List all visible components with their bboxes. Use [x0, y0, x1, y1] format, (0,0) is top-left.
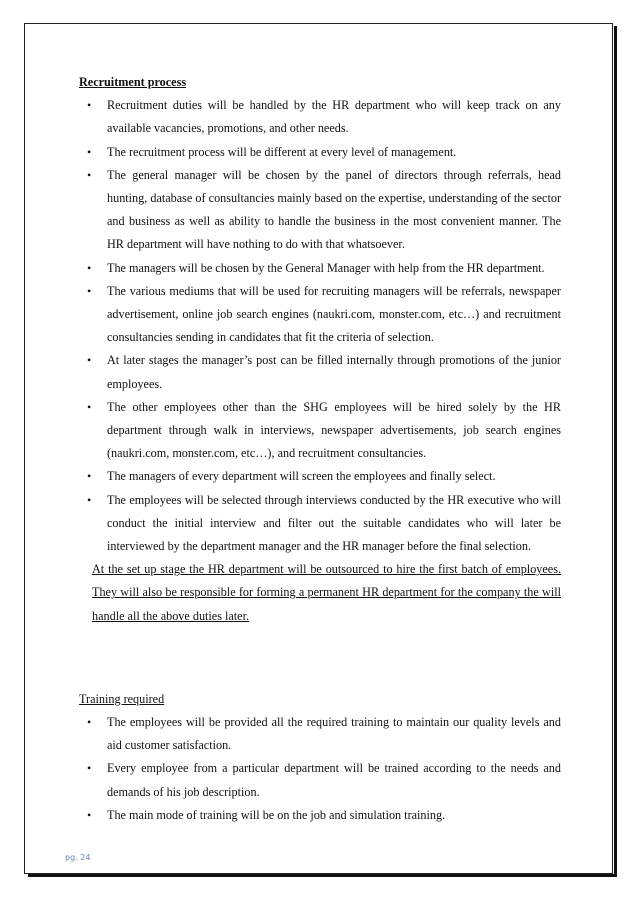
list-item: • Recruitment duties will be handled by the HR department who will keep track on any available vacancies, promotions, and other needs. — [79, 94, 561, 140]
outsourcing-note: At the set up stage the HR department will be outsourced to hire the first batch of employees. They will also be responsible for forming a permanent HR department for the company the will handle all the above duties later. — [92, 562, 561, 623]
list-item: • The recruitment process will be different at every level of management. — [79, 141, 561, 164]
document-body — [79, 71, 561, 827]
list-item: • The managers of every department will screen the employees and finally select. — [79, 465, 561, 488]
list-item: • The main mode of training will be on the job and simulation training. — [79, 804, 561, 827]
list-item: • The various mediums that will be used for recruiting managers will be referrals, newspaper advertisement, online job search engines (naukri.com, monster.com, etc…) and recruitment consultancies sending in candidates that fit the criteria of selection. — [79, 280, 561, 350]
list-item: • Every employee from a particular department will be trained according to the needs and demands of his job description. — [79, 757, 561, 803]
list-item: • The managers will be chosen by the General Manager with help from the HR department. — [79, 257, 561, 280]
recruitment-list — [79, 94, 561, 558]
list-item: • At later stages the manager’s post can be filled internally through promotions of the junior employees. — [79, 349, 561, 395]
list-item: • The general manager will be chosen by the panel of directors through referrals, head hunting, database of consultancies mainly based on the expertise, understanding of the sector and business as well as ability to handle the business in the most convenient manner. The HR department will have nothing to do with that whatsoever. — [79, 164, 561, 257]
section-heading-training: Training required — [79, 691, 165, 706]
training-list — [79, 711, 561, 827]
list-item: • The other employees other than the SHG employees will be hired solely by the HR department through walk in interviews, newspaper advertisements, job search engines (naukri.com, monster.com, etc…), and recruitment consultancies. — [79, 396, 561, 466]
page-border-shadow-right — [614, 26, 617, 877]
list-item: • The employees will be provided all the required training to maintain our quality levels and aid customer satisfaction. — [79, 711, 561, 757]
list-item: • The employees will be selected through interviews conducted by the HR executive who will conduct the initial interview and filter out the suitable candidates who will later be interviewed by the department manager and the HR manager before the final selection. — [79, 489, 561, 559]
page-number: pg. 24 — [65, 853, 91, 862]
section-spacer — [79, 628, 561, 688]
section-heading-recruitment: Recruitment process — [79, 75, 187, 89]
page-border-shadow-bottom — [28, 874, 617, 877]
